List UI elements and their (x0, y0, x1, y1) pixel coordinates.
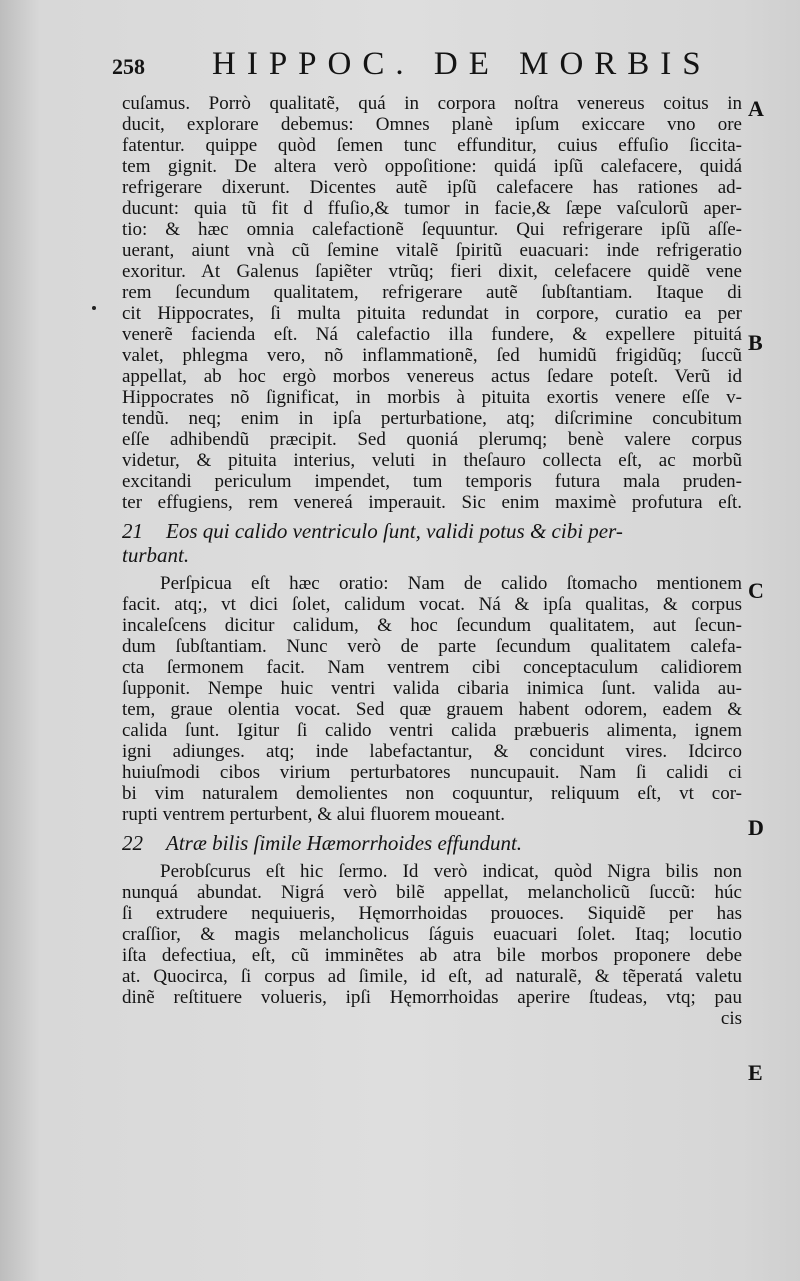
text-line: valet, phlegma vero, nõ inflammationẽ, ſed humidũ frigidũq; ſuccũ (122, 345, 742, 366)
text-line: appellat, ab hoc ergò morbos venereus actus ſedare poteſt. Verũ id (122, 366, 742, 387)
margin-letter-a: A (748, 96, 764, 121)
text-line: cuſamus. Porrò qualitatẽ, quá in corpora noſtra venereus coitus in (122, 93, 742, 114)
text-line: ter effugiens, rem venereá imperauit. Sic enim maximè profutura eſt. (122, 492, 742, 513)
text-line: uerant, aiunt vnà cũ ſemine vitalẽ ſpiritũ euacuari: inde refrigeratio (122, 240, 742, 261)
aphorism-21-heading-cont (122, 543, 742, 567)
commentary-block-2 (122, 573, 742, 825)
text-line: ſi extrudere nequiueris, Hęmorrhoidas prouoces. Siquidẽ per has (122, 903, 742, 924)
text-line: igni adiunges. atq; inde labefactantur, & concidunt vires. Idcirco (122, 741, 742, 762)
page-header (112, 44, 712, 88)
margin-letter-e: E (748, 1060, 763, 1085)
text-line: huiuſmodi cibos virium perturbatores nuncupauit. Nam ſi calidi ci (122, 762, 742, 783)
text-line: tem gignit. De altera verò oppoſitione: quidá ipſũ calefacere, quidá (122, 156, 742, 177)
margin-letter-d: D (748, 815, 764, 840)
text-line: ducit, explorare debemus: Omnes planè ipſum exiccare vno ore (122, 114, 742, 135)
page-number: 258 (112, 54, 145, 79)
text-line: bi vim naturalem demolientes non coquuntur, reliquum eſt, vt cor- (122, 783, 742, 804)
aphorism-21-heading (122, 519, 742, 543)
text-line: cta ſermonem facit. Nam ventrem cibi conceptaculum calidiorem (122, 657, 742, 678)
commentary-block-3 (122, 861, 742, 1008)
text-line: eſſe adhibendũ præcipit. Sed quoniá plerumq; benè valere corpus (122, 429, 742, 450)
text-line: iſta defectiua, eſt, cũ imminẽtes ab atra bile morbos proponere debe (122, 945, 742, 966)
text-line: incaleſcens dicitur calidum, & hoc ſecundum qualitatem, aut ſecun- (122, 615, 742, 636)
text-line: venerẽ facienda eſt. Ná calefactio illa fundere, & expellere pituitá (122, 324, 742, 345)
text-line: nunquá abundat. Nigrá verò bilẽ appellat, melancholicũ ſuccũ: húc (122, 882, 742, 903)
margin-letter-b: B (748, 330, 763, 355)
text-line: tem, graue olentia vocat. Sed quæ grauem habent odorem, eadem & (122, 699, 742, 720)
ink-speck (92, 306, 96, 310)
aphorism-text: Eos qui calido ventriculo ſunt, validi potus & cibi per- (166, 519, 623, 543)
text-line: ducunt: quia tũ fit d ffuſio,& tumor in facie,& ſæpe vaſculorũ aper- (122, 198, 742, 219)
aphorism-22-heading (122, 831, 742, 855)
text-line: Hippocrates nõ ſignificat, in morbis à pituita exortis venere eſſe v- (122, 387, 742, 408)
catchword-line (122, 1008, 742, 1029)
text-line: excitandi periculum impendet, tum temporis futura mala pruden- (122, 471, 742, 492)
text-line: Perſpicua eſt hæc oratio: Nam de calido ſtomacho mentionem (160, 573, 742, 594)
text-line: facit. atq;, vt dici ſolet, calidum vocat. Ná & ipſa qualitas, & corpus (122, 594, 742, 615)
text-line: tio: & hæc omnia calefactionẽ ſequuntur. Qui refrigerare ipſũ aſſe- (122, 219, 742, 240)
text-line: rem ſecundum qualitatem, refrigerare autẽ ſubſtantiam. Itaque di (122, 282, 742, 303)
margin-letter-c: C (748, 578, 764, 603)
text-line: at. Quocirca, ſi corpus ad ſimile, id eſt, ad naturalẽ, & tẽperatá valetu (122, 966, 742, 987)
text-line: refrigerare dixerunt. Dicentes autẽ ipſũ calefacere has rationes ad- (122, 177, 742, 198)
text-line: Perobſcurus eſt hic ſermo. Id verò indicat, quòd Nigra bilis non (160, 861, 742, 882)
aphorism-number: 21 (122, 519, 143, 543)
body-text (122, 93, 742, 1029)
text-line: rupti ventrem perturbent, & alui fluorem moueant. (122, 804, 506, 825)
text-line: dinẽ reſtituere volueris, ipſi Hęmorrhoidas aperire ſtudeas, vtq; pau (122, 987, 742, 1008)
text-line: craſſior, & magis melancholicus ſáguis euacuari ſolet. Itaq; locutio (122, 924, 742, 945)
aphorism-number: 22 (122, 831, 143, 855)
text-line: ſupponit. Nempe huic ventri valida cibaria inimica ſunt. valida au- (122, 678, 742, 699)
commentary-block-1 (122, 93, 742, 513)
catchword: cis (720, 1008, 742, 1029)
text-line: tendũ. neq; enim in ipſa perturbatione, atq; diſcrimine concubitum (122, 408, 742, 429)
text-line: videtur, & pituita interius, veluti in theſauro collecta eſt, ac morbũ (122, 450, 742, 471)
aphorism-text: Atræ bilis ſimile Hæmorrhoides effundunt. (166, 831, 523, 855)
text-line: dum ſubſtantiam. Nunc verò de parte ſecundum qualitatem calefa- (122, 636, 742, 657)
text-line: calida ſunt. Igitur ſi calido ventri calida præbueris alimenta, ignem (122, 720, 742, 741)
aphorism-text-cont: turbant. (122, 543, 190, 567)
running-head: HIPPOC. DE MORBIS (212, 46, 712, 82)
text-line: cit Hippocrates, ſi multa pituita redundat in corpore, curatio ea per (122, 303, 742, 324)
text-line: fatentur. quippe quòd ſemen tunc effunditur, cuius effuſio ſiccita- (122, 135, 742, 156)
text-line: exoritur. At Galenus ſapiẽter vtrũq; fieri dixit, celefacere quidẽ vene (122, 261, 742, 282)
